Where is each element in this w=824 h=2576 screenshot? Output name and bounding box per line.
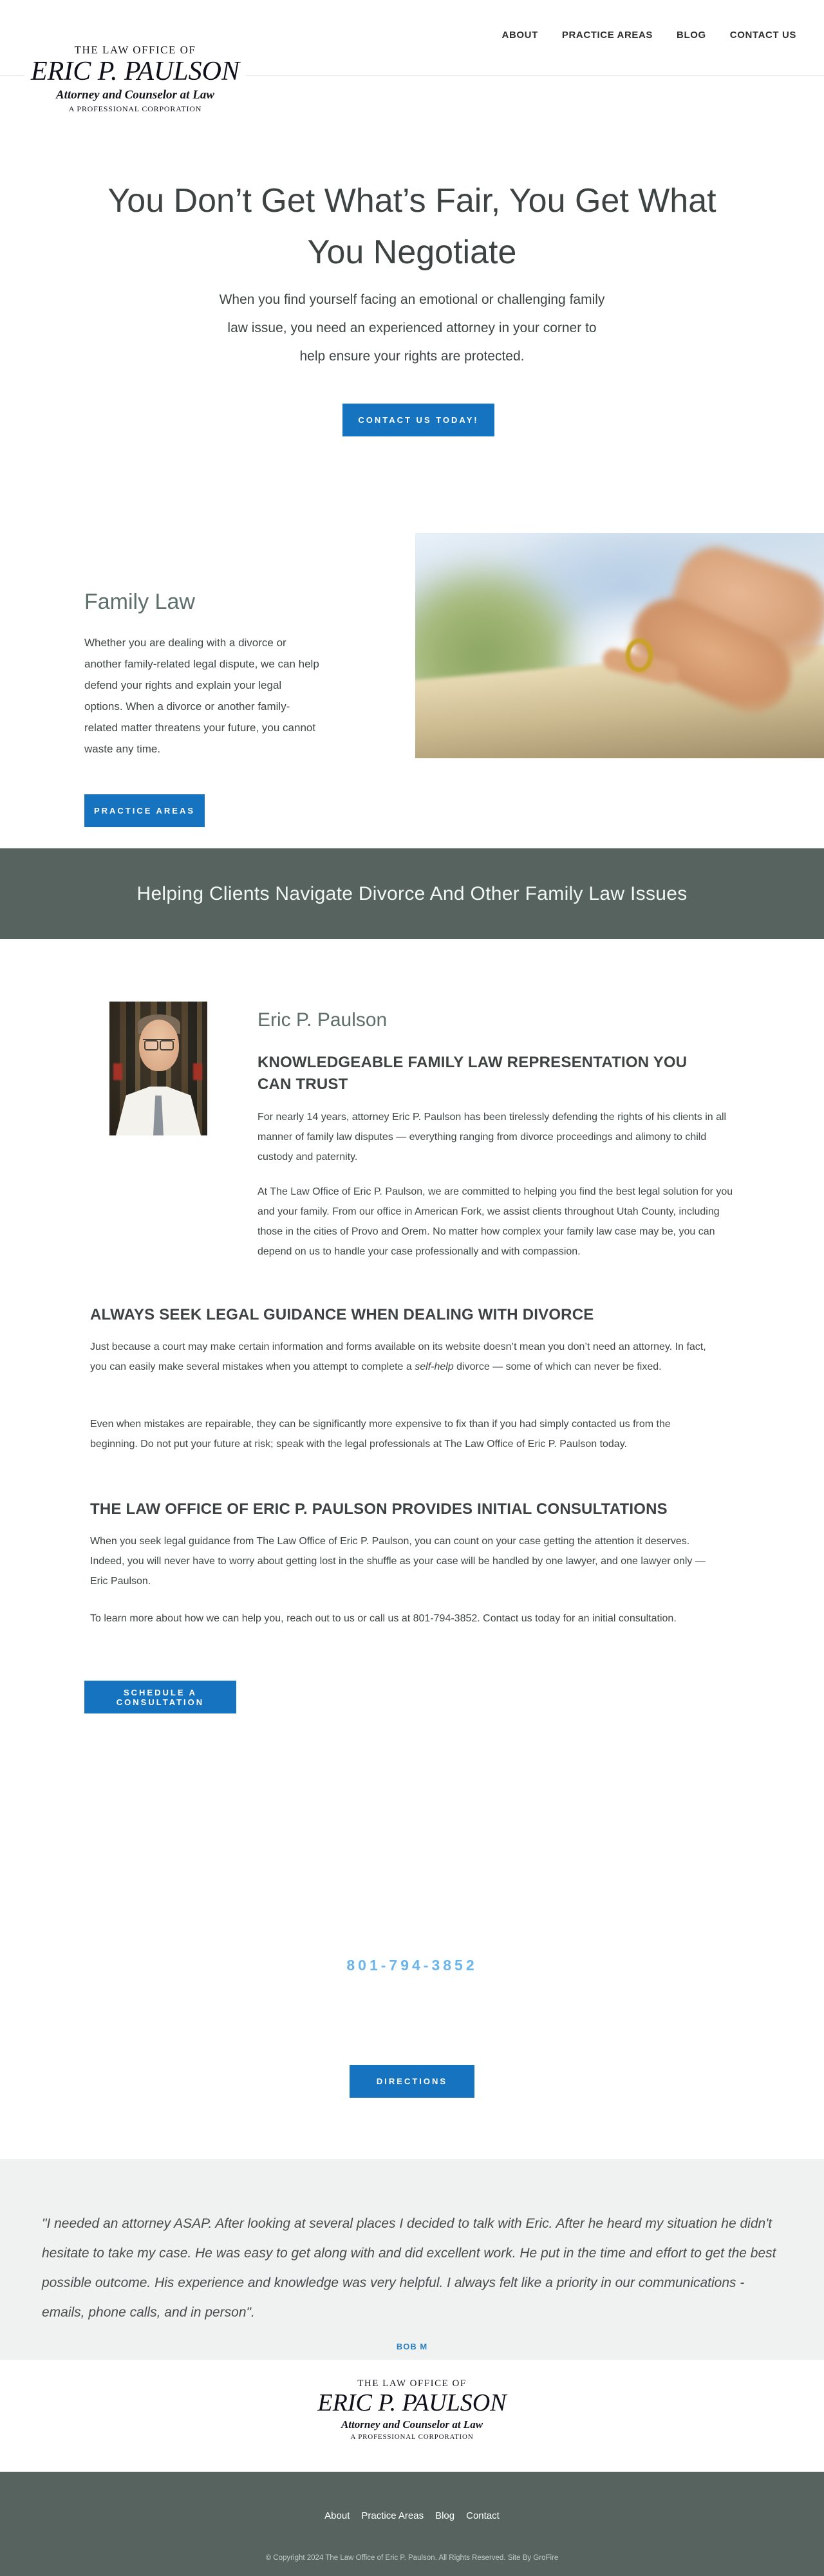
phone-number-link[interactable]: 801-794-3852 bbox=[346, 1957, 478, 1974]
footer-logo-line-corporation: A PROFESSIONAL CORPORATION bbox=[350, 2433, 474, 2441]
paragraph-text: divorce — some of which can never be fixed. bbox=[453, 1361, 662, 1372]
hero-title: You Don’t Get What’s Fair, You Get What You Negotiate bbox=[108, 182, 716, 271]
family-law-text: Whether you are dealing with a divorce or another family-related legal dispute, we can help defend your rights and explain your legal options. When a divorce or another family-related matter threatens your future, you cannot waste any time. bbox=[84, 637, 319, 755]
logo-line-attorney: Attorney and Counselor at Law bbox=[56, 88, 214, 102]
tagline-banner bbox=[0, 848, 824, 939]
attorney-paragraph: For nearly 14 years, attorney Eric P. Paulson has been tirelessly defending the rights of his clients in all manner of family law disputes — everything ranging from divorce proceedings and alimony to child custody and paternity. bbox=[258, 1112, 727, 1162]
nav-item-about[interactable]: ABOUT bbox=[501, 30, 538, 41]
footer-logo-line-office: THE LAW OFFICE OF bbox=[357, 2378, 467, 2389]
testimonial-quote: "I needed an attorney ASAP. After looking at several places I decided to talk with Eric. After he heard my situation he didn't hesitate to take my case. He was easy to get along with and did excellent work. He put in the time and effort to get the best possible outcome. His experience and knowledge was very helpful. I always felt like a priority in our communications - emails, phone calls, and in person". bbox=[42, 2216, 776, 2320]
portrait-book bbox=[113, 1063, 122, 1080]
attorney-paragraph: When you seek legal guidance from The Law Office of Eric P. Paulson, you can count on your case getting the attention it deserves. Indeed, you will never have to worry about getting lost in the shuffle as your case will be handled by one lawyer, and one lawyer only — Eric Paulson. bbox=[90, 1536, 706, 1587]
portrait-glasses bbox=[143, 1039, 175, 1048]
footer-logo bbox=[0, 2378, 824, 2441]
photo-gold-ring bbox=[626, 639, 653, 672]
nav-item-blog[interactable]: BLOG bbox=[677, 30, 706, 41]
copyright-text: © Copyright 2024 The Law Office of Eric P. Paulson. All Rights Reserved. Site By GroFire bbox=[265, 2554, 559, 2562]
attorney-paragraph: Even when mistakes are repairable, they can be significantly more expensive to fix than if you had simply contacted us from the beginning. Do not put your future at risk; speak with the legal professionals at The Law Office of Eric P. Paulson today. bbox=[90, 1419, 671, 1450]
footer-link-contact[interactable]: Contact bbox=[466, 2510, 500, 2521]
testimonial-section bbox=[0, 2159, 824, 2360]
family-law-title: Family Law bbox=[84, 590, 195, 614]
site-footer bbox=[0, 2472, 824, 2576]
hands-wedding-ring-photo bbox=[415, 533, 824, 758]
attorney-name-heading: Eric P. Paulson bbox=[258, 1009, 388, 1031]
footer-nav bbox=[0, 2510, 824, 2521]
paragraph-italic-text: self-help bbox=[415, 1361, 454, 1372]
footer-logo-line-attorney: Attorney and Counselor at Law bbox=[341, 2418, 483, 2431]
portrait-book bbox=[193, 1063, 202, 1080]
contact-us-today-button[interactable]: CONTACT US TODAY! bbox=[342, 404, 494, 436]
logo-line-corporation: A PROFESSIONAL CORPORATION bbox=[68, 104, 202, 113]
section-heading-representation: KNOWLEDGEABLE FAMILY LAW REPRESENTATION YOU CAN TRUST bbox=[258, 1054, 688, 1093]
hero-subtitle: When you find yourself facing an emotional or challenging family law issue, you need an experienced attorney in your corner to help ensure your rights are protected. bbox=[219, 292, 605, 364]
attorney-paragraph: At The Law Office of Eric P. Paulson, we are committed to helping you find the best legal solution for you and your family. From our office in American Fork, we assist clients throughout Utah County, including those in the cities of Provo and Orem. No matter how complex your family law case may be, you can depend on us to handle your case professionally and with compassion. bbox=[258, 1186, 733, 1257]
footer-link-practice-areas[interactable]: Practice Areas bbox=[361, 2510, 424, 2521]
section-heading-consultations: THE LAW OFFICE OF ERIC P. PAULSON PROVIDES INITIAL CONSULTATIONS bbox=[90, 1500, 668, 1518]
testimonial-author: BOB M bbox=[396, 2342, 428, 2351]
directions-button[interactable]: DIRECTIONS bbox=[350, 2065, 474, 2098]
section-heading-legal-guidance: ALWAYS SEEK LEGAL GUIDANCE WHEN DEALING WITH DIVORCE bbox=[90, 1306, 594, 1323]
main-nav bbox=[502, 30, 796, 41]
nav-item-practice-areas[interactable]: PRACTICE AREAS bbox=[561, 30, 653, 41]
footer-link-blog[interactable]: Blog bbox=[435, 2510, 455, 2521]
footer-logo-line-name: ERIC P. PAULSON bbox=[317, 2389, 507, 2416]
logo-line-office: THE LAW OFFICE OF bbox=[74, 44, 196, 56]
logo-line-name: ERIC P. PAULSON bbox=[31, 57, 239, 86]
paragraph-text: Just because a court may make certain information and forms available on its website doesn’t mean you don’t need an attorney. In fact, you can easily make several mistakes when you attempt to complete a bbox=[90, 1341, 706, 1372]
attorney-paragraph: To learn more about how we can help you, reach out to us or call us at 801-794-3852. Contact us today for an initial consultation. bbox=[90, 1613, 677, 1624]
nav-item-contact-us[interactable]: CONTACT US bbox=[729, 30, 796, 41]
footer-link-about[interactable]: About bbox=[324, 2510, 350, 2521]
attorney-portrait-photo bbox=[109, 1002, 207, 1135]
schedule-consultation-button[interactable]: SCHEDULE A CONSULTATION bbox=[84, 1681, 236, 1713]
tagline-banner-text: Helping Clients Navigate Divorce And Other Family Law Issues bbox=[136, 882, 688, 904]
site-logo[interactable] bbox=[24, 37, 246, 124]
attorney-paragraph bbox=[90, 1337, 708, 1377]
practice-areas-button[interactable]: PRACTICE AREAS bbox=[84, 794, 205, 827]
